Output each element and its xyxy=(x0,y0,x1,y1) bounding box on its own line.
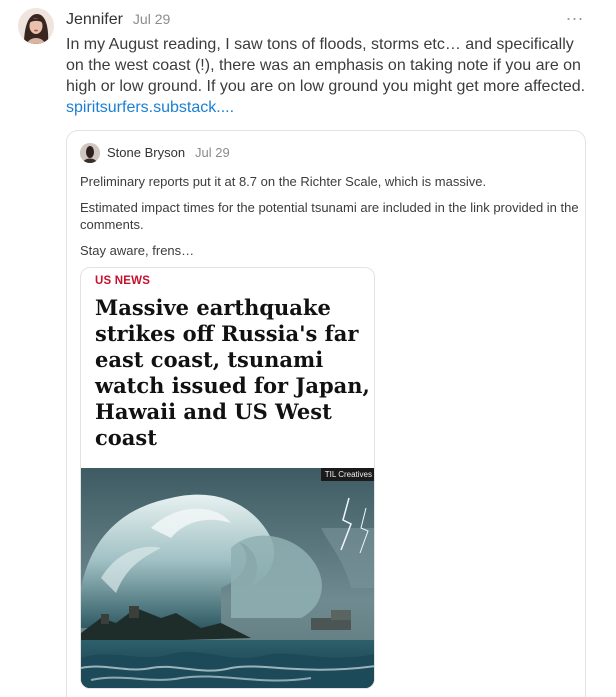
post-author-name[interactable]: Jennifer xyxy=(66,11,123,28)
tsunami-image[interactable] xyxy=(81,468,375,689)
quoted-paragraph: Estimated impact times for the potential tsunami are included in the link provided in the comments. xyxy=(80,200,579,232)
quoted-author-avatar[interactable] xyxy=(80,143,100,163)
image-credit: TIL Creatives xyxy=(321,468,375,481)
quoted-header xyxy=(107,145,230,160)
post-body xyxy=(66,34,596,118)
post-avatar[interactable] xyxy=(18,8,54,44)
post-header xyxy=(66,11,170,29)
quoted-paragraph: Preliminary reports put it at 8.7 on the Richter Scale, which is massive. xyxy=(80,174,487,189)
quoted-text xyxy=(80,173,580,268)
news-headline[interactable]: Massive earthquake strikes off Russia's far east coast, tsunami watch issued for Japan, Hawaii and US West coast xyxy=(95,295,370,450)
quoted-date[interactable]: Jul 29 xyxy=(195,145,230,160)
post-link[interactable]: spiritsurfers.substack.... xyxy=(66,99,235,116)
quoted-paragraph: Stay aware, frens… xyxy=(80,243,195,258)
quoted-note[interactable] xyxy=(66,130,586,697)
news-card[interactable] xyxy=(80,267,375,689)
quoted-author-name[interactable]: Stone Bryson xyxy=(107,145,186,160)
more-options-icon[interactable]: ... xyxy=(566,4,585,24)
news-kicker: US NEWS xyxy=(95,275,151,287)
post-text: In my August reading, I saw tons of floods, storms etc… and specifically on the west coast (!), there was an emphasis on taking note if you are on high or low ground. If you are on low ground you might get more affected. xyxy=(66,36,586,95)
post-date[interactable]: Jul 29 xyxy=(132,11,171,27)
